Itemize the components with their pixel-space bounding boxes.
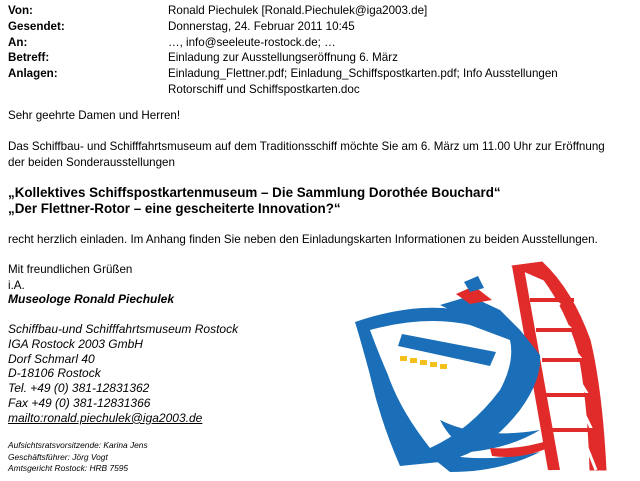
attachments-line-2[interactable]: Rotorschiff und Schiffspostkarten.doc — [168, 82, 360, 96]
attachments-row — [8, 66, 638, 98]
to-value: …, info@seeleute-rostock.de; … — [168, 35, 336, 49]
subject-label: Betreff: — [8, 51, 50, 65]
footer-line-1: Aufsichtsratsvorsitzende: Karina Jens — [8, 440, 148, 450]
from-row — [8, 3, 638, 19]
to-label: An: — [8, 35, 28, 49]
closing: Mit freundlichen Grüßen — [8, 263, 133, 276]
attachments-value[interactable] — [168, 66, 638, 98]
signature-city: D-18106 Rostock — [8, 366, 101, 381]
signature-block — [8, 322, 238, 426]
footer-line-2: Geschäftsführer: Jörg Vogt — [8, 451, 108, 462]
subject-value: Einladung zur Ausstellungseröffnung 6. März — [168, 51, 398, 65]
signature-org: Schiffbau-und Schifffahrtsmuseum Rostock — [8, 322, 239, 336]
signature-street: Dorf Schmarl 40 — [8, 351, 95, 366]
footer-line-3: Amtsgericht Rostock: HRB 7595 — [8, 463, 129, 474]
intro-line-1: Das Schiffbau- und Schifffahrtsmuseum auf dem Traditionsschiff möchte Sie am 6. März um 11.00 Uhr zur Eröffnung — [8, 140, 605, 153]
exhibition-title-1: „Kollektives Schiffspostkartenmuseum – Die Sammlung Dorothée Bouchard“ — [8, 185, 501, 200]
sent-value: Donnerstag, 24. Februar 2011 10:45 — [168, 19, 355, 33]
attachments-line-1[interactable]: Einladung_Flettner.pdf; Einladung_Schiffspostkarten.pdf; Info Ausstellungen — [168, 67, 558, 81]
signature-tel: Tel. +49 (0) 381-12831362 — [8, 381, 150, 396]
exhibition-title-2: „Der Flettner-Rotor – eine gescheiterte Innovation?“ — [8, 201, 341, 216]
ia: i.A. — [8, 279, 25, 292]
intro-line-2: der beiden Sonderausstellungen — [8, 156, 175, 169]
greeting: Sehr geehrte Damen und Herren! — [8, 109, 181, 122]
signature-fax: Fax +49 (0) 381-12831366 — [8, 395, 151, 410]
sender-name: Museologe Ronald Piechulek — [8, 292, 175, 306]
signature-company: IGA Rostock 2003 GmbH — [8, 336, 143, 351]
subject-row — [8, 50, 638, 66]
from-label: Von: — [8, 4, 33, 17]
invite-text: recht herzlich einladen. Im Anhang finden Sie neben den Einladungskarten Informationen zu beiden Ausstellungen. — [8, 233, 598, 246]
legal-footer — [8, 440, 148, 475]
attachments-label: Anlagen: — [8, 67, 58, 81]
signature-mail-link[interactable]: mailto:ronald.piechulek@iga2003.de — [8, 410, 203, 425]
crane-icon — [512, 262, 606, 470]
sent-label: Gesendet: — [8, 19, 65, 33]
email-header — [8, 3, 638, 98]
to-row — [8, 35, 638, 51]
ship-icon — [355, 276, 550, 472]
from-value: Ronald Piechulek [Ronald.Piechulek@iga2003.de] — [168, 4, 428, 17]
sent-row — [8, 19, 638, 35]
